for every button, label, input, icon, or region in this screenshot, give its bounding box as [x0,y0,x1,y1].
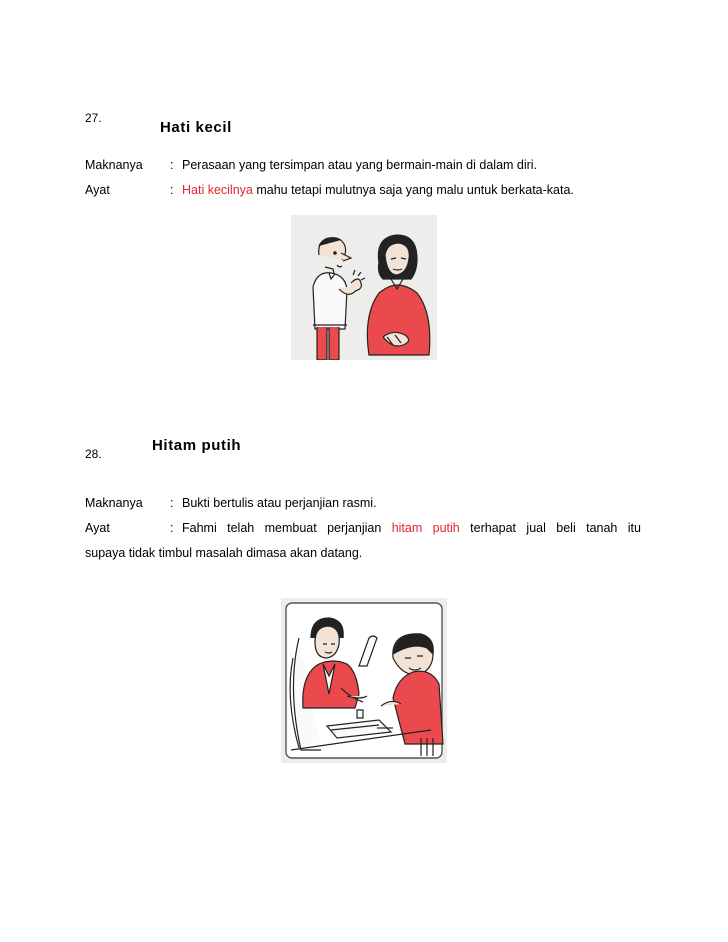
two-people-talking-illustration [291,215,437,360]
idiom-title: Hati kecil [160,119,232,136]
idiom-title: Hitam putih [152,437,242,454]
meaning-row [85,495,377,511]
sentence-text: mahu tetapi mulutnya saja yang malu untuk berkata-kata. [252,183,574,197]
signing-agreement-illustration [281,598,447,763]
meaning-label: Maknanya [85,496,143,510]
sentence-label: Ayat [85,183,110,197]
colon: : [170,183,174,197]
sentence-text: Fahmi telah membuat perjanjian [182,521,392,535]
idiom-highlight: Hati kecilnya [182,183,253,197]
meaning-row [85,157,537,173]
colon: : [170,521,174,535]
idiom-highlight: hitam putih [391,521,460,535]
meaning-text: Perasaan yang tersimpan atau yang bermain-main di dalam diri. [182,158,538,172]
colon: : [170,496,174,510]
sentence-text: terhapat jual beli tanah itu [459,521,641,535]
entry-number: 28. [85,447,102,461]
meaning-label: Maknanya [85,158,143,172]
illustration-svg [281,598,447,763]
illustration-svg [291,215,437,360]
entry-number: 27. [85,111,102,125]
sentence-label: Ayat [85,521,110,535]
sentence-row [85,182,574,198]
sentence-row [85,520,641,536]
sentence-continuation: supaya tidak timbul masalah dimasa akan datang. [85,546,363,560]
meaning-text: Bukti bertulis atau perjanjian rasmi. [182,496,377,510]
colon: : [170,158,174,172]
